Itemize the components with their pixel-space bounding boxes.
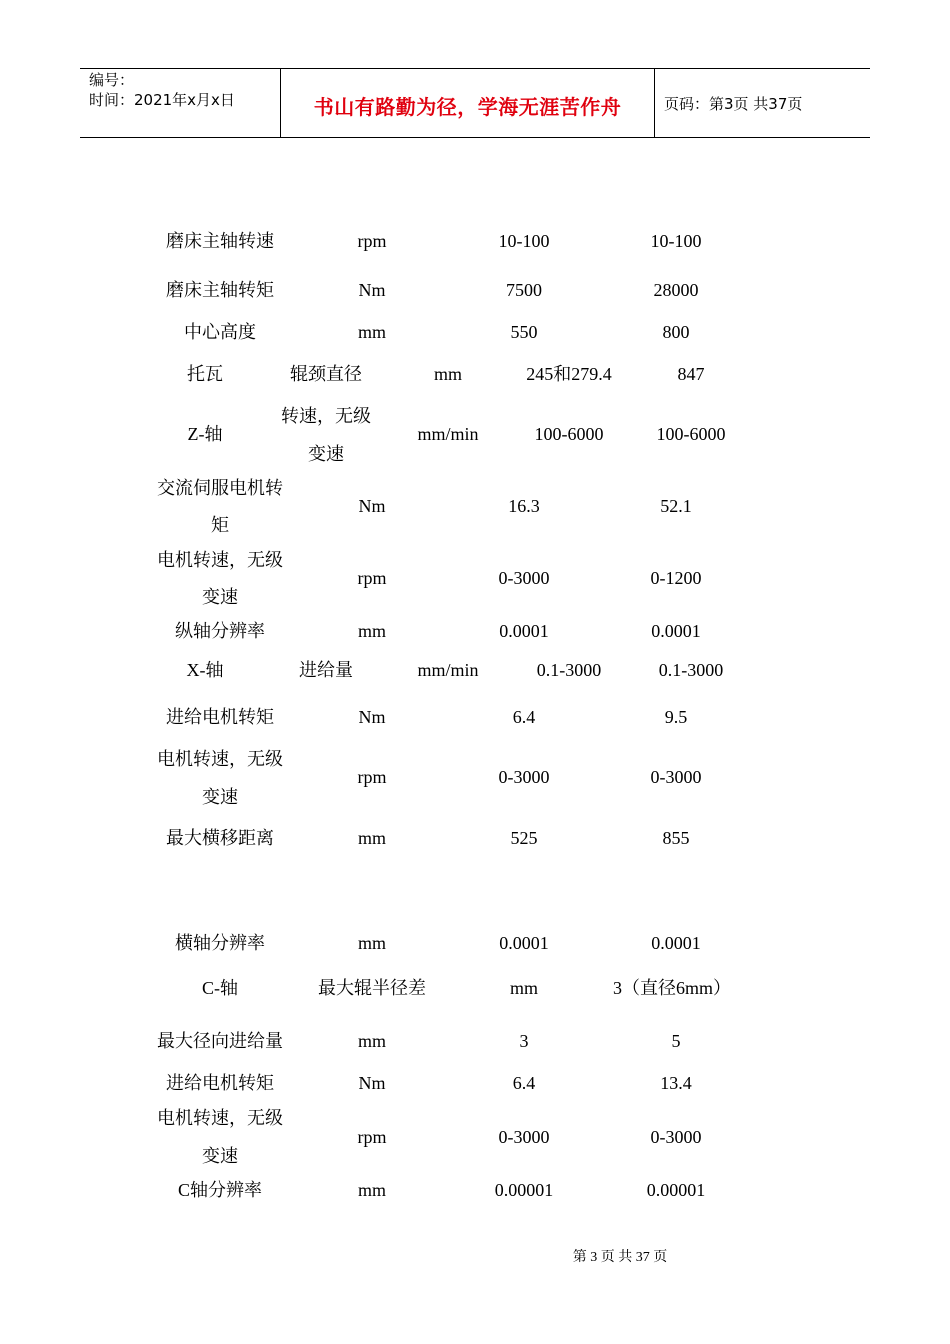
table-cell: 6.4 [512, 1073, 536, 1093]
header-right-cell [655, 69, 870, 137]
table-cell: 10-100 [650, 231, 702, 251]
table-cell: 245和279.4 [526, 364, 612, 384]
table-cell: 0.00001 [494, 1180, 554, 1200]
page-header [80, 68, 870, 138]
table-cell: 最大辊半径差 [318, 978, 426, 998]
table-cell: Nm [358, 1073, 386, 1093]
table-cell: 纵轴分辨率 [175, 621, 265, 641]
table-cell: rpm [357, 568, 387, 588]
table-cell: 52.1 [660, 496, 692, 516]
table-cell: 855 [662, 828, 690, 848]
table-cell: 中心高度 [184, 322, 256, 342]
table-cell: 525 [510, 828, 538, 848]
table-cell: 5 [671, 1031, 681, 1051]
table-cell: Nm [358, 496, 386, 516]
table-cell: 0-3000 [498, 1127, 550, 1147]
table-cell: 800 [662, 322, 690, 342]
table-cell: 矩 [211, 515, 229, 535]
table-cell: 0-1200 [650, 568, 702, 588]
header-motto: 书山有路勤为径，学海无涯苦作舟 [313, 95, 622, 119]
document-number-label: 编号： [89, 71, 135, 89]
table-cell: 847 [677, 364, 705, 384]
table-cell: 磨床主轴转速 [166, 231, 274, 251]
table-cell: 0-3000 [650, 1127, 702, 1147]
table-cell: 电机转速，无级 [157, 550, 283, 570]
table-cell: 6.4 [512, 707, 536, 727]
table-cell: mm [357, 621, 387, 641]
table-cell: mm [357, 933, 387, 953]
table-cell: 7500 [506, 280, 542, 300]
table-cell: rpm [357, 1127, 387, 1147]
table-cell: 3 [519, 1031, 529, 1051]
table-cell: 进给电机转矩 [166, 1073, 274, 1093]
table-cell: 9.5 [664, 707, 688, 727]
table-cell: 变速 [202, 1146, 238, 1166]
table-cell: 0.1-3000 [536, 660, 602, 680]
page-footer: 第 3 页 共 37 页 [572, 1250, 668, 1265]
header-left-cell [80, 69, 281, 137]
table-cell: 电机转速，无级 [157, 749, 283, 769]
table-cell: mm [357, 1031, 387, 1051]
table-cell: 0-3000 [650, 767, 702, 787]
table-cell: 0.0001 [499, 933, 549, 953]
table-cell: 辊颈直径 [290, 364, 362, 384]
table-cell: mm [357, 1180, 387, 1200]
table-cell: 横轴分辨率 [175, 933, 265, 953]
table-cell: 最大径向进给量 [157, 1031, 283, 1051]
table-cell: 16.3 [508, 496, 540, 516]
table-cell: rpm [357, 231, 387, 251]
table-cell: C-轴 [202, 978, 238, 998]
table-cell: mm/min [417, 424, 479, 444]
table-cell: mm [357, 828, 387, 848]
table-cell: 0.1-3000 [658, 660, 724, 680]
table-cell: 电机转速，无级 [157, 1108, 283, 1128]
table-cell: 0.0001 [499, 621, 549, 641]
table-cell: 最大横移距离 [166, 828, 274, 848]
table-cell: 变速 [202, 587, 238, 607]
header-middle-cell [281, 69, 655, 137]
table-cell: 100-6000 [656, 424, 726, 444]
table-cell: 10-100 [498, 231, 550, 251]
table-cell: 磨床主轴转矩 [166, 280, 274, 300]
table-cell: 100-6000 [534, 424, 604, 444]
table-cell: 交流伺服电机转 [157, 478, 283, 498]
table-cell: 转速，无级 [281, 406, 371, 426]
table-cell: C轴分辨率 [177, 1180, 263, 1200]
table-cell: 28000 [653, 280, 699, 300]
table-cell: 0-3000 [498, 767, 550, 787]
table-cell: 进给量 [299, 660, 353, 680]
table-cell: 0.0001 [651, 933, 701, 953]
table-cell: 0-3000 [498, 568, 550, 588]
table-cell: Nm [358, 707, 386, 727]
table-cell: mm [509, 978, 539, 998]
header-page-info: 页码：第3页 共37页 [664, 95, 803, 113]
table-cell: mm/min [417, 660, 479, 680]
table-cell: X-轴 [186, 660, 224, 680]
table-cell: 变速 [202, 787, 238, 807]
table-cell: 0.0001 [651, 621, 701, 641]
table-cell: 550 [510, 322, 538, 342]
table-cell: Z-轴 [187, 424, 223, 444]
table-cell: Nm [358, 280, 386, 300]
document-time-label: 时间：2021年x月x日 [89, 91, 235, 109]
table-cell: 3（直径6mm） [612, 978, 732, 998]
table-cell: 进给电机转矩 [166, 707, 274, 727]
table-cell: 变速 [308, 444, 344, 464]
table-cell: rpm [357, 767, 387, 787]
table-cell: 托瓦 [187, 364, 223, 384]
table-cell: mm [433, 364, 463, 384]
table-cell: mm [357, 322, 387, 342]
table-cell: 13.4 [660, 1073, 692, 1093]
table-cell: 0.00001 [646, 1180, 706, 1200]
